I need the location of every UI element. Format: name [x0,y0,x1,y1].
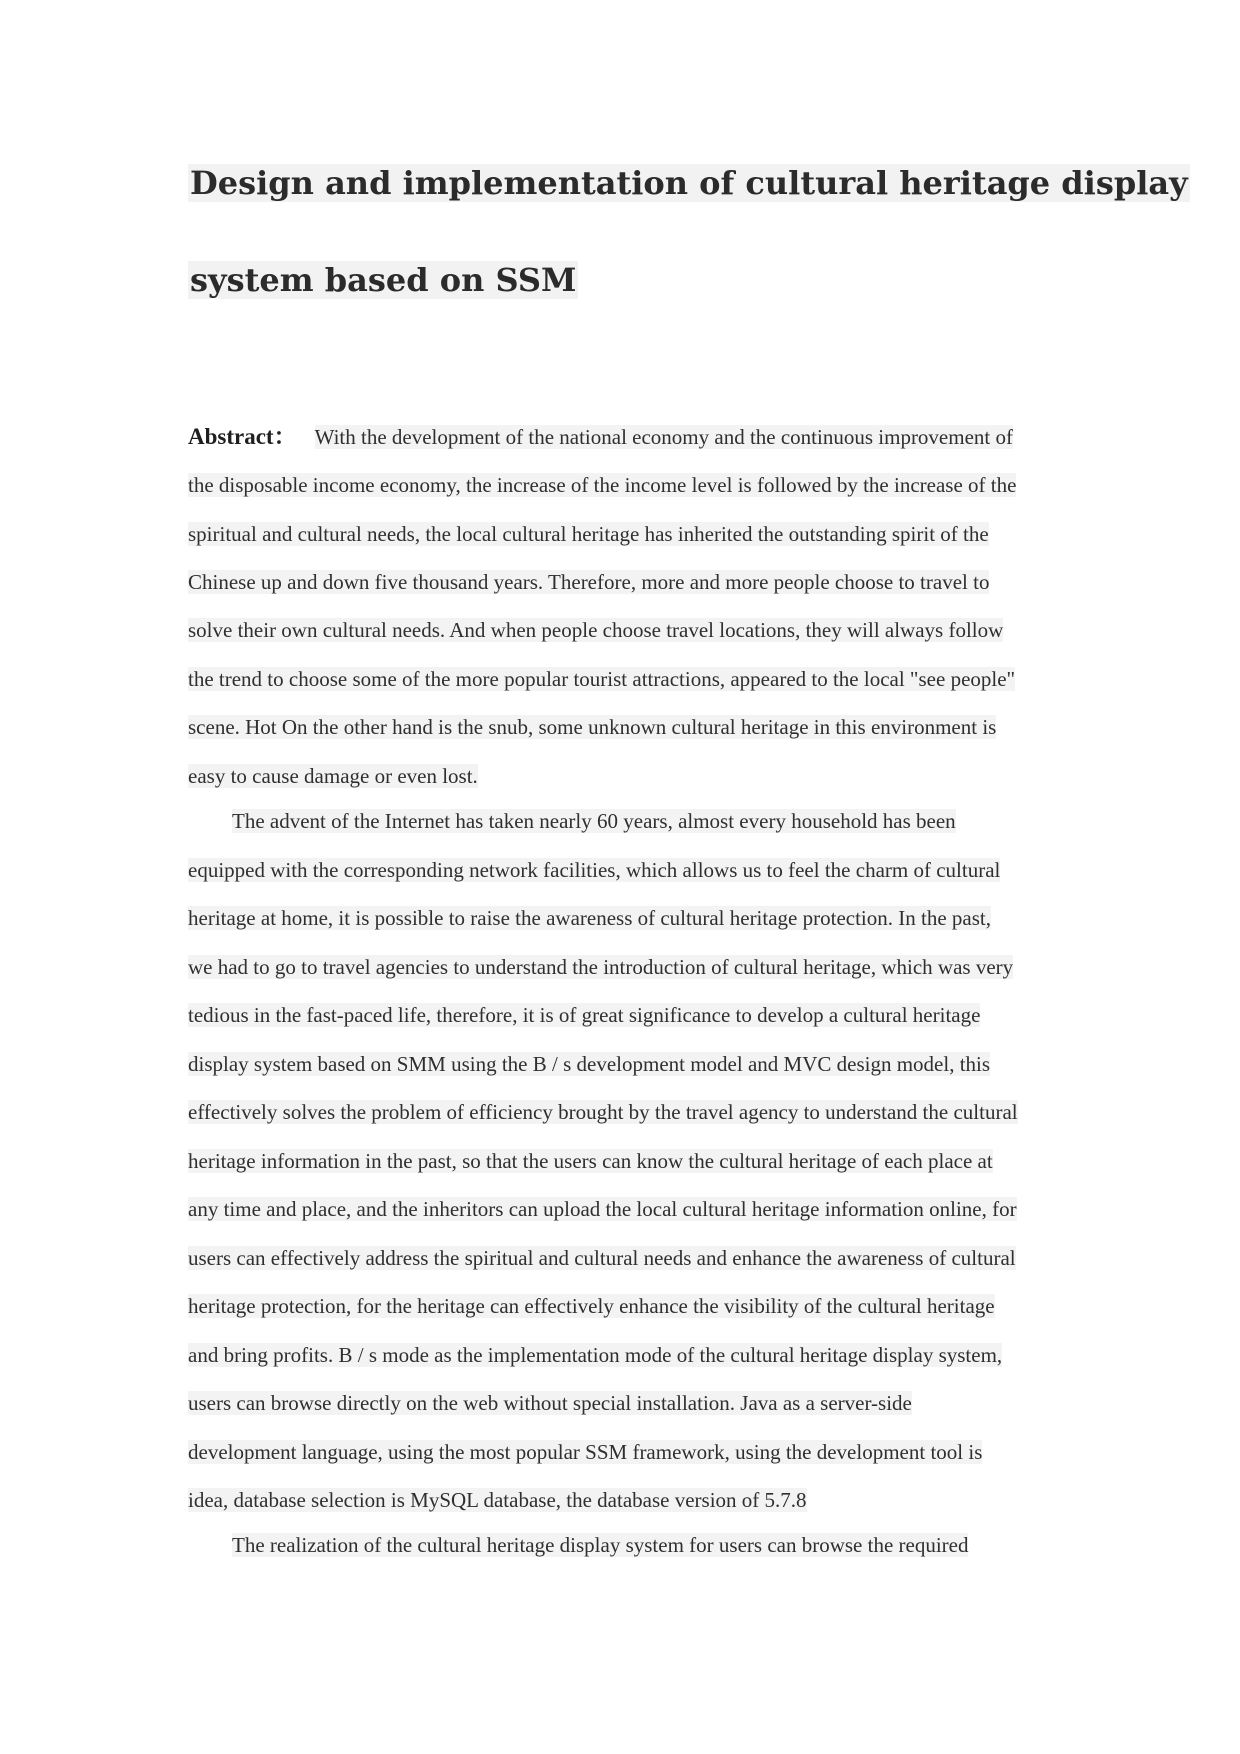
document-title-line-2 [188,260,1068,300]
paragraph-text: The advent of the Internet has taken nearly 60 years, almost every household has been [232,809,956,833]
paragraph-line [188,999,980,1031]
paragraph-line [188,469,1016,501]
paragraph-text: The realization of the cultural heritage display system for users can browse the required [232,1533,969,1557]
paragraph-text: Chinese up and down five thousand years. Therefore, more and more people choose to travel to [188,570,990,594]
paragraph-text: equipped with the corresponding network facilities, which allows us to feel the charm of cultural [188,858,1001,882]
paragraph-line [188,1436,982,1468]
paragraph-text: we had to go to travel agencies to understand the introduction of cultural heritage, which was very [188,955,1014,979]
document-title-text-1: Design and implementation of cultural heritage display [190,164,1188,202]
paragraph-line [188,951,1013,983]
paragraph-line [188,614,1003,646]
paragraph-text: idea, database selection is MySQL database, the database version of 5.7.8 [188,1488,807,1512]
paragraph-text: tedious in the fast-paced life, therefore, it is of great significance to develop a cultural heritage [188,1003,981,1027]
paragraph-text: and bring profits. B / s mode as the implementation mode of the cultural heritage display system, [188,1343,1003,1367]
abstract-label: Abstract： [188,424,297,449]
paragraph-text: effectively solves the problem of efficiency brought by the travel agency to understand the cultural [188,1100,1018,1124]
paragraph-line [188,1290,995,1322]
paragraph-line [188,1242,1016,1274]
paragraph-text: users can effectively address the spiritual and cultural needs and enhance the awareness of cultural [188,1246,1016,1270]
paragraph-line [188,711,996,743]
paragraph-line [188,663,1015,695]
document-title-line-1 [188,163,1188,203]
paragraph-text: spiritual and cultural needs, the local cultural heritage has inherited the outstanding spirit of the [188,522,989,546]
paragraph-line [188,1339,1002,1371]
paragraph-line [188,1145,993,1177]
paragraph-line [232,805,956,837]
paragraph-text: users can browse directly on the web without special installation. Java as a server-side [188,1391,912,1415]
paragraph-line [188,760,478,792]
paragraph-text: the disposable income economy, the increase of the income level is followed by the increase of the [188,473,1017,497]
paragraph-line [188,1193,1017,1225]
paragraph-line [232,1529,968,1561]
paragraph-text: solve their own cultural needs. And when people choose travel locations, they will always follow [188,618,1004,642]
paragraph-text: development language, using the most popular SSM framework, using the development tool is [188,1440,983,1464]
document-title-text-2: system based on SSM [190,261,577,299]
paragraph-text: heritage protection, for the heritage can effectively enhance the visibility of the cultural heritage [188,1294,995,1318]
paragraph-text: heritage at home, it is possible to raise the awareness of cultural heritage protection. In the past, [188,906,991,930]
paragraph-line [188,854,1000,886]
abstract-line [188,421,1013,453]
paragraph-line [188,1096,1018,1128]
paragraph-line [188,566,989,598]
paragraph-text: scene. Hot On the other hand is the snub, some unknown cultural heritage in this environment is [188,715,997,739]
paragraph-line [188,518,989,550]
paragraph-text: any time and place, and the inheritors can upload the local cultural heritage information online, for [188,1197,1017,1221]
paragraph-text: easy to cause damage or even lost. [188,764,478,788]
paragraph-line [188,1484,807,1516]
paragraph-text: heritage information in the past, so that the users can know the cultural heritage of each place at [188,1149,993,1173]
abstract-text: With the development of the national economy and the continuous improvement of [314,425,1013,449]
paragraph-text: the trend to choose some of the more popular tourist attractions, appeared to the local "see people" [188,667,1016,691]
paragraph-line [188,1048,990,1080]
paragraph-text: display system based on SMM using the B / s development model and MVC design model, this [188,1052,991,1076]
paragraph-line [188,1387,912,1419]
paragraph-line [188,902,991,934]
